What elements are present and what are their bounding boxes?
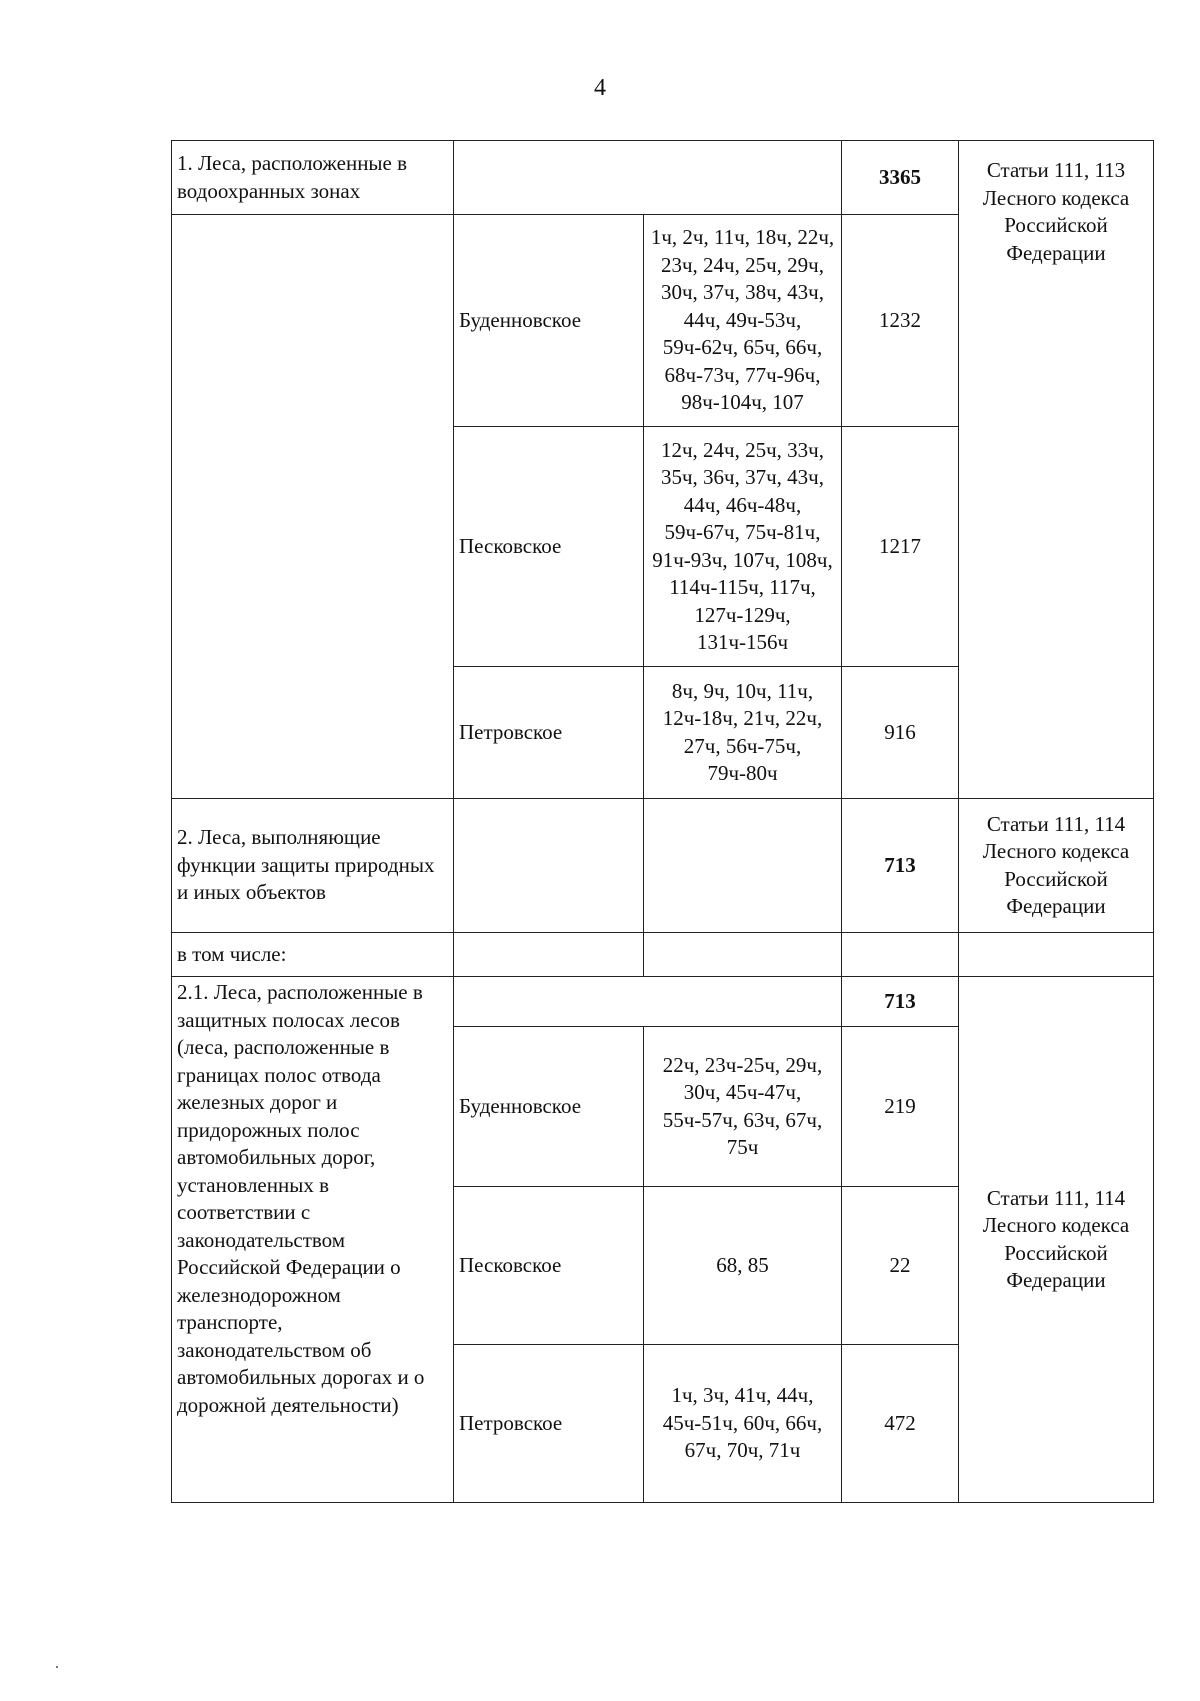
district-area: 916 bbox=[842, 667, 959, 799]
legal-basis: Статьи 111, 114 Лесного кодекса Российской Федерации bbox=[959, 977, 1154, 1503]
table-row bbox=[172, 799, 1154, 933]
district-area: 22 bbox=[842, 1187, 959, 1345]
forest-quarters: 1ч, 2ч, 11ч, 18ч, 22ч, 23ч, 24ч, 25ч, 29ч, 30ч, 37ч, 38ч, 43ч, 44ч, 49ч-53ч, 59ч-62ч, 65ч, 66ч, 68ч-73ч, 77ч-96ч, 98ч-104ч, 107 bbox=[644, 215, 842, 427]
forest-quarters: 12ч, 24ч, 25ч, 33ч, 35ч, 36ч, 37ч, 43ч, 44ч, 46ч-48ч, 59ч-67ч, 75ч-81ч, 91ч-93ч, 107ч, 108ч, 114ч-115ч, 117ч, 127ч-129ч, 131ч-156ч bbox=[644, 427, 842, 667]
table-row bbox=[172, 933, 1154, 977]
empty-cell bbox=[959, 933, 1154, 977]
forest-quarters: 8ч, 9ч, 10ч, 11ч, 12ч-18ч, 21ч, 22ч, 27ч, 56ч-75ч, 79ч-80ч bbox=[644, 667, 842, 799]
forestry-district: Петровское bbox=[454, 1345, 644, 1503]
forestry-district: Буденновское bbox=[454, 215, 644, 427]
district-area: 1217 bbox=[842, 427, 959, 667]
empty-cell bbox=[454, 933, 644, 977]
district-area: 1232 bbox=[842, 215, 959, 427]
legal-basis: Статьи 111, 113 Лесного кодекса Российской Федерации bbox=[959, 141, 1154, 799]
category-name: 2.1. Леса, расположенные в защитных полосах лесов (леса, расположенные в границах полос отвода железных дорог и придорожных полос автомобильных дорог, установленных в соответствии с законодательством Российской Федерации о железнодорожном транспорте, законодательством об автомобильных дорогах и о дорожной деятельности) bbox=[172, 977, 454, 1503]
category-total-area: 3365 bbox=[842, 141, 959, 215]
empty-cell bbox=[454, 799, 644, 933]
empty-cell bbox=[842, 933, 959, 977]
forestry-district: Буденновское bbox=[454, 1027, 644, 1187]
district-area: 472 bbox=[842, 1345, 959, 1503]
legal-basis: Статьи 111, 114 Лесного кодекса Российской Федерации bbox=[959, 799, 1154, 933]
page-number: 4 bbox=[594, 75, 606, 101]
forestry-district: Песковское bbox=[454, 427, 644, 667]
forest-category-table bbox=[171, 140, 1154, 1503]
empty-cell bbox=[644, 799, 842, 933]
category-name: 2. Леса, выполняющие функции защиты природных и иных объектов bbox=[172, 799, 454, 933]
forest-quarters: 68, 85 bbox=[644, 1187, 842, 1345]
forestry-district: Петровское bbox=[454, 667, 644, 799]
district-area: 219 bbox=[842, 1027, 959, 1187]
category-total-area: 713 bbox=[842, 799, 959, 933]
empty-cell bbox=[454, 977, 842, 1027]
forest-quarters: 22ч, 23ч-25ч, 29ч, 30ч, 45ч-47ч, 55ч-57ч, 63ч, 67ч, 75ч bbox=[644, 1027, 842, 1187]
table-row bbox=[172, 977, 1154, 1027]
category-name: 1. Леса, расположенные в водоохранных зонах bbox=[172, 141, 454, 215]
scan-speck bbox=[56, 1666, 58, 1668]
including-label: в том числе: bbox=[172, 933, 454, 977]
empty-cell bbox=[454, 141, 842, 215]
category-total-area: 713 bbox=[842, 977, 959, 1027]
forest-quarters: 1ч, 3ч, 41ч, 44ч, 45ч-51ч, 60ч, 66ч, 67ч, 70ч, 71ч bbox=[644, 1345, 842, 1503]
table-row bbox=[172, 141, 1154, 215]
empty-cell bbox=[172, 215, 454, 799]
forestry-district: Песковское bbox=[454, 1187, 644, 1345]
empty-cell bbox=[644, 933, 842, 977]
